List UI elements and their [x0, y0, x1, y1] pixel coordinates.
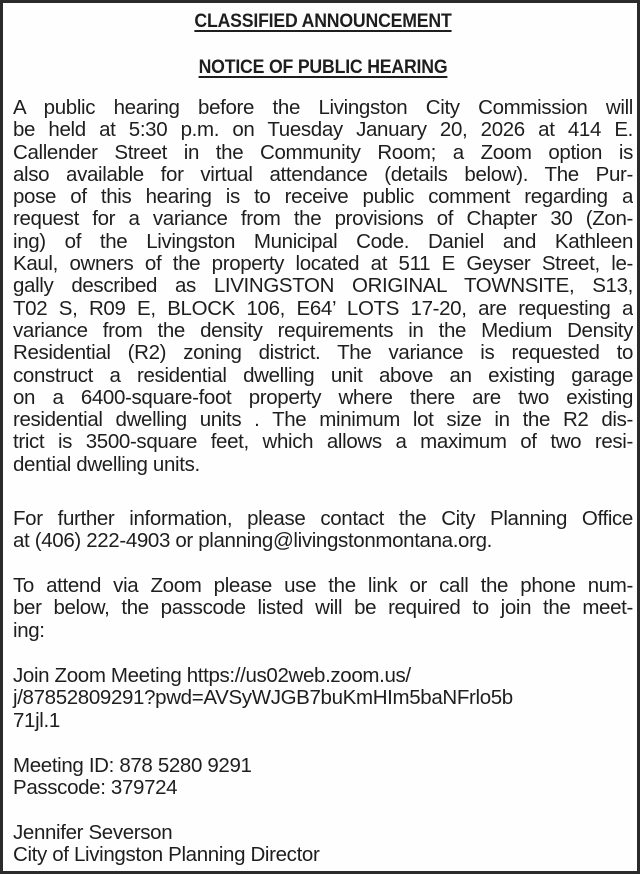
- contact-paragraph: [13, 508, 633, 553]
- zoom-link-line: j/87852809291?pwd=AVSyWJGB7buKmHIm5baNFrlo5b: [13, 686, 513, 710]
- paragraph-line: Callender Street in the Community Room; a Zoom option is: [13, 141, 633, 164]
- paragraph-line: Kaul, owners of the property located at 511 E Geyser Street, le-: [13, 253, 633, 276]
- paragraph-line: To attend via Zoom please use the link or call the phone num-: [13, 575, 633, 597]
- paragraph-line: also available for virtual attendance (details below). The Pur-: [13, 163, 633, 186]
- passcode: Passcode: 379724: [13, 776, 178, 800]
- zoom-link-line: 71jl.1: [13, 708, 60, 732]
- signatory-title: City of Livingston Planning Director: [13, 843, 320, 867]
- contact-email-line: at (406) 222-4903 or planning@livingstonmontana.org.: [13, 529, 492, 553]
- paragraph-line: residential dwelling units . The minimum lot size in the R2 dis-: [13, 409, 633, 432]
- announcement-title: CLASSIFIED ANNOUNCEMENT: [194, 11, 452, 32]
- hearing-description-paragraph: [13, 97, 633, 476]
- paragraph-line: gally described as LIVINGSTON ORIGINAL TOWNSITE, S13,: [13, 275, 633, 298]
- zoom-link-paragraph: [13, 665, 633, 732]
- paragraph-line: For further information, please contact the City Planning Office: [13, 508, 633, 530]
- paragraph-line: on a 6400-square-foot property where there are two existing: [13, 386, 633, 409]
- signature-block: [13, 822, 633, 867]
- zoom-link-line: Join Zoom Meeting https://us02web.zoom.us/: [13, 664, 411, 687]
- zoom-instructions-paragraph: [13, 575, 633, 642]
- paragraph-line: A public hearing before the Livingston City Commission will: [13, 97, 633, 119]
- signatory-name: Jennifer Severson: [13, 821, 173, 844]
- paragraph-line: construct a residential dwelling unit above an existing garage: [13, 364, 633, 387]
- meeting-id: Meeting ID: 878 5280 9291: [13, 754, 252, 777]
- paragraph-line: ing:: [13, 618, 45, 642]
- paragraph-line: request for a variance from the provisions of Chapter 30 (Zon-: [13, 208, 633, 231]
- notice-subtitle: NOTICE OF PUBLIC HEARING: [198, 57, 448, 78]
- paragraph-line: be held at 5:30 p.m. on Tuesday January 20, 2026 at 414 E.: [13, 119, 633, 142]
- paragraph-line: trict is 3500-square feet, which allows a maximum of two resi-: [13, 431, 633, 454]
- paragraph-line: variance from the density requirements in the Medium Density: [13, 319, 633, 342]
- paragraph-line: ing) of the Livingston Municipal Code. Daniel and Kathleen: [13, 230, 633, 253]
- meeting-details: [13, 755, 633, 800]
- paragraph-line: pose of this hearing is to receive public comment regarding a: [13, 186, 633, 209]
- paragraph-line: Residential (R2) zoning district. The variance is requested to: [13, 342, 633, 365]
- paragraph-line: dential dwelling units.: [13, 452, 200, 476]
- paragraph-line: T02 S, R09 E, BLOCK 106, E64’ LOTS 17-20, are requesting a: [13, 297, 633, 320]
- paragraph-line: ber below, the passcode listed will be required to join the meet-: [13, 597, 633, 620]
